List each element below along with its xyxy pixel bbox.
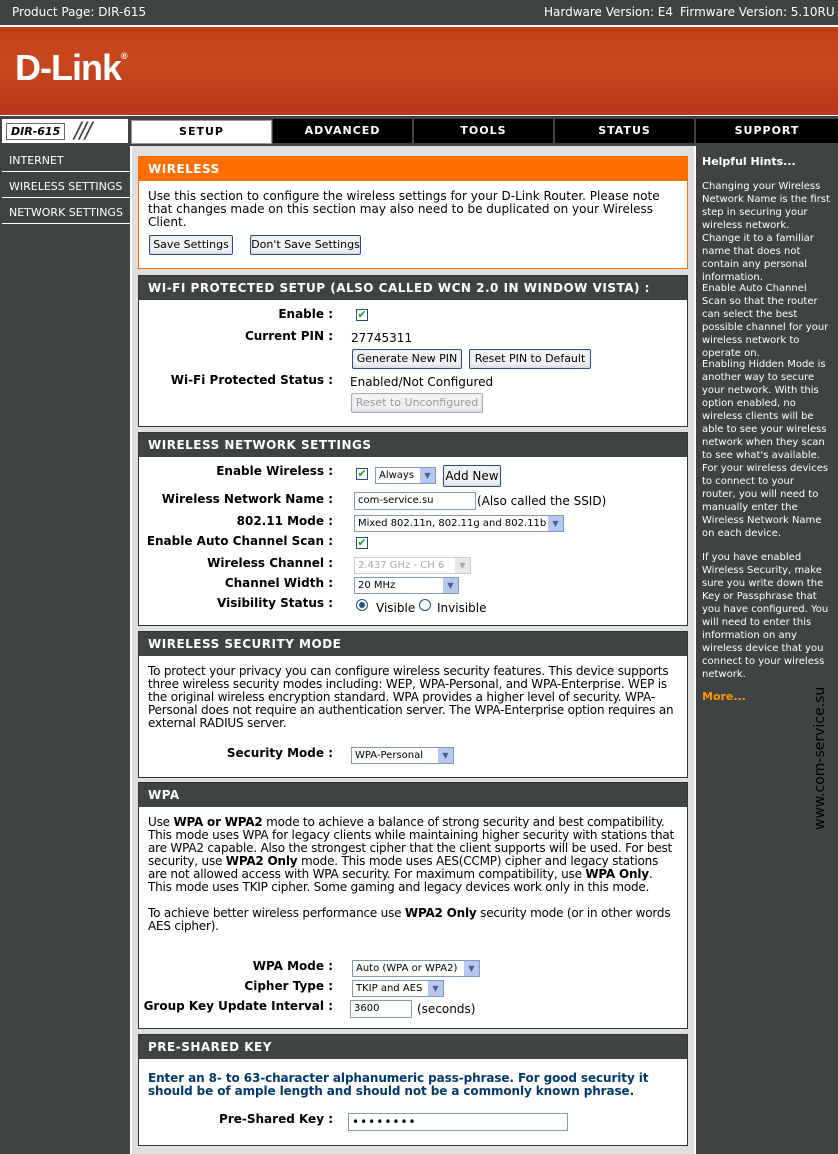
left-sidebar — [0, 146, 130, 1154]
wpa-mode-select[interactable]: Auto (WPA or WPA2) ▼ — [352, 960, 480, 977]
cipher-type-label: Cipher Type : — [244, 979, 333, 993]
checkmark-icon: ✔ — [357, 536, 367, 549]
generate-new-pin-button[interactable]: Generate New PIN — [352, 349, 462, 369]
enable-wireless-checkbox[interactable] — [356, 468, 368, 480]
wireless-security-mode-section — [138, 631, 688, 778]
tab-setup[interactable]: SETUP — [131, 120, 272, 144]
hint-network-name: Changing your Wireless Network Name is the first step in securing your wireless network. Change it to a familiar name that does not contain any personal information. — [702, 181, 830, 283]
visibility-status-label: Visibility Status : — [217, 596, 333, 610]
top-info-bar — [0, 0, 838, 25]
current-pin-label: Current PIN : — [244, 329, 333, 343]
chevron-down-icon: ▼ — [442, 578, 458, 593]
section-title: WIRELESS NETWORK SETTINGS — [139, 433, 687, 457]
schedule-select[interactable]: Always ▼ — [375, 467, 436, 484]
channel-width-select[interactable]: 20 MHz ▼ — [354, 577, 459, 594]
hardware-version: Hardware Version: E4 — [544, 5, 673, 19]
channel-width-label: Channel Width : — [224, 576, 333, 590]
wpa-mode-label: WPA Mode : — [252, 959, 333, 973]
dont-save-settings-button[interactable]: Don't Save Settings — [250, 235, 361, 255]
security-mode-description: To protect your privacy you can configure wireless security features. This device supports three wireless security modes including: WEP, WPA-Personal, and WPA-Enterprise. WEP is the original wireless encryption standard. WPA provides a higher level of security. WPA-Personal does not require an authentication server. The WPA-Enterprise option requires an external RADIUS server. — [148, 664, 674, 730]
tab-support[interactable]: SUPPORT — [696, 119, 838, 143]
wireless-channel-label: Wireless Channel : — [207, 556, 333, 570]
sidebar-item-wireless-settings[interactable]: WIRELESS SETTINGS — [2, 172, 130, 198]
wireless-description: Use this section to configure the wireless settings for your D-Link Router. Please note that changes made on this section may also need to be duplicated on your Wireless Client. — [148, 189, 660, 229]
wireless-network-settings-section — [138, 432, 688, 626]
wireless-section — [138, 156, 688, 269]
wps-status-label: Wi-Fi Protected Status : — [170, 373, 333, 387]
wps-status-value: Enabled/Not Configured — [350, 375, 494, 389]
hint-wireless-security: If you have enabled Wireless Security, make sure you write down the Key or Passphrase that you have configured. You will need to enter this information on any wireless device that you connect to your wireless network. — [702, 552, 829, 680]
model-badge — [2, 119, 128, 143]
firmware-version: Firmware Version: 5.10RU — [680, 5, 835, 19]
section-title: WIRELESS SECURITY MODE — [139, 632, 687, 656]
tab-tools[interactable]: TOOLS — [414, 119, 553, 143]
chevron-down-icon: ▼ — [427, 981, 443, 996]
pre-shared-key-section — [138, 1034, 688, 1146]
checkmark-icon: ✔ — [357, 308, 367, 321]
visible-label: Visible — [376, 601, 416, 615]
visible-radio[interactable] — [356, 599, 368, 611]
ssid-note: (Also called the SSID) — [477, 494, 607, 508]
wps-enable-label: Enable : — [278, 307, 333, 321]
sidebar-item-internet[interactable]: INTERNET — [2, 146, 130, 172]
interval-unit: (seconds) — [417, 1002, 476, 1016]
brand-banner — [0, 25, 838, 115]
add-new-schedule-button[interactable]: Add New — [443, 465, 501, 487]
section-title: WPA — [139, 783, 687, 807]
wpa-section — [138, 782, 688, 1029]
chevron-down-icon: ▼ — [463, 961, 479, 976]
more-hints-link[interactable]: More... — [702, 690, 746, 703]
model-label: DIR-615 — [6, 123, 65, 140]
section-title: PRE-SHARED KEY — [139, 1035, 687, 1059]
group-key-interval-label: Group Key Update Interval : — [143, 999, 333, 1013]
hint-auto-channel: Enable Auto Channel Scan so that the router can select the best possible channel for your wireless network to operate on. — [702, 283, 829, 359]
wireless-mode-select[interactable]: Mixed 802.11n, 802.11g and 802.11b ▼ — [354, 515, 564, 532]
tab-advanced[interactable]: ADVANCED — [273, 119, 412, 143]
chevron-down-icon: ▼ — [437, 748, 453, 763]
checkmark-icon: ✔ — [357, 467, 367, 480]
reset-to-unconfigured-button[interactable]: Reset to Unconfigured — [351, 393, 483, 413]
wpa-description: Use WPA or WPA2 mode to achieve a balance of strong security and best compatibility. This mode uses WPA for legacy clients while maintaining higher security with stations that are WPA2 capable. Also the strongest cipher that the client supports will be used. For best security, use WPA2 Only mode. This mode uses AES(CCMP) cipher and legacy stations are not allowed access with WPA security. For maximum compatibility, use WPA Only. This mode uses TKIP cipher. Some gaming and legacy devices work only in this mode. — [148, 815, 675, 894]
chevron-down-icon: ▼ — [454, 558, 470, 573]
section-title: WI-FI PROTECTED SETUP (ALSO CALLED WCN 2.0 IN WINDOW VISTA) : — [139, 276, 687, 300]
section-title: WIRELESS — [139, 157, 687, 181]
network-name-input[interactable]: com-service.su — [354, 492, 476, 510]
chevron-down-icon: ▼ — [419, 468, 435, 483]
pre-shared-key-input[interactable]: •••••••• — [348, 1113, 568, 1131]
network-name-label: Wireless Network Name : — [161, 492, 333, 506]
slashes-decoration: /// — [74, 119, 91, 144]
reset-pin-default-button[interactable]: Reset PIN to Default — [469, 349, 591, 369]
current-pin-value: 27745311 — [351, 331, 413, 345]
tab-status[interactable]: STATUS — [555, 119, 694, 143]
psk-instruction: Enter an 8- to 63-character alphanumeric pass-phrase. For good security it should be of ample length and should not be a commonly known phrase. — [148, 1071, 649, 1098]
invisible-radio[interactable] — [419, 599, 431, 611]
chevron-down-icon: ▼ — [547, 516, 563, 531]
dlink-logo: D-Link® — [15, 47, 127, 88]
save-settings-button[interactable]: Save Settings — [149, 235, 233, 255]
wpa-performance-note: To achieve better wireless performance use WPA2 Only security mode (or in other words AES cipher). — [148, 906, 671, 933]
enable-wireless-label: Enable Wireless : — [216, 464, 333, 478]
wps-enable-checkbox[interactable] — [356, 309, 368, 321]
security-mode-select[interactable]: WPA-Personal ▼ — [351, 747, 454, 764]
helpful-hints-sidebar — [696, 146, 838, 1154]
wps-section — [138, 275, 688, 427]
hints-title: Helpful Hints... — [702, 155, 796, 168]
product-page-label: Product Page: DIR-615 — [12, 5, 147, 19]
pre-shared-key-label: Pre-Shared Key : — [219, 1112, 333, 1126]
watermark: www.com-service.su — [812, 686, 828, 830]
main-content — [132, 146, 694, 1154]
auto-channel-scan-label: Enable Auto Channel Scan : — [146, 534, 333, 548]
main-navigation — [0, 116, 838, 146]
invisible-label: Invisible — [437, 601, 487, 615]
hint-hidden-mode: Enabling Hidden Mode is another way to secure your network. With this option enabled, no wireless clients will be able to see your wireless network when they scan to see what's available. For your wireless devices to connect to your router, you will need to manually enter the Wireless Network Name on each device. — [702, 359, 829, 539]
security-mode-label: Security Mode : — [226, 746, 333, 760]
sidebar-item-network-settings[interactable]: NETWORK SETTINGS — [2, 198, 130, 224]
cipher-type-select[interactable]: TKIP and AES ▼ — [352, 980, 444, 997]
group-key-interval-input[interactable]: 3600 — [350, 1000, 412, 1018]
wireless-channel-select[interactable]: 2.437 GHz - CH 6 ▼ — [354, 557, 471, 574]
wireless-mode-label: 802.11 Mode : — [236, 514, 333, 528]
auto-channel-scan-checkbox[interactable] — [356, 537, 368, 549]
